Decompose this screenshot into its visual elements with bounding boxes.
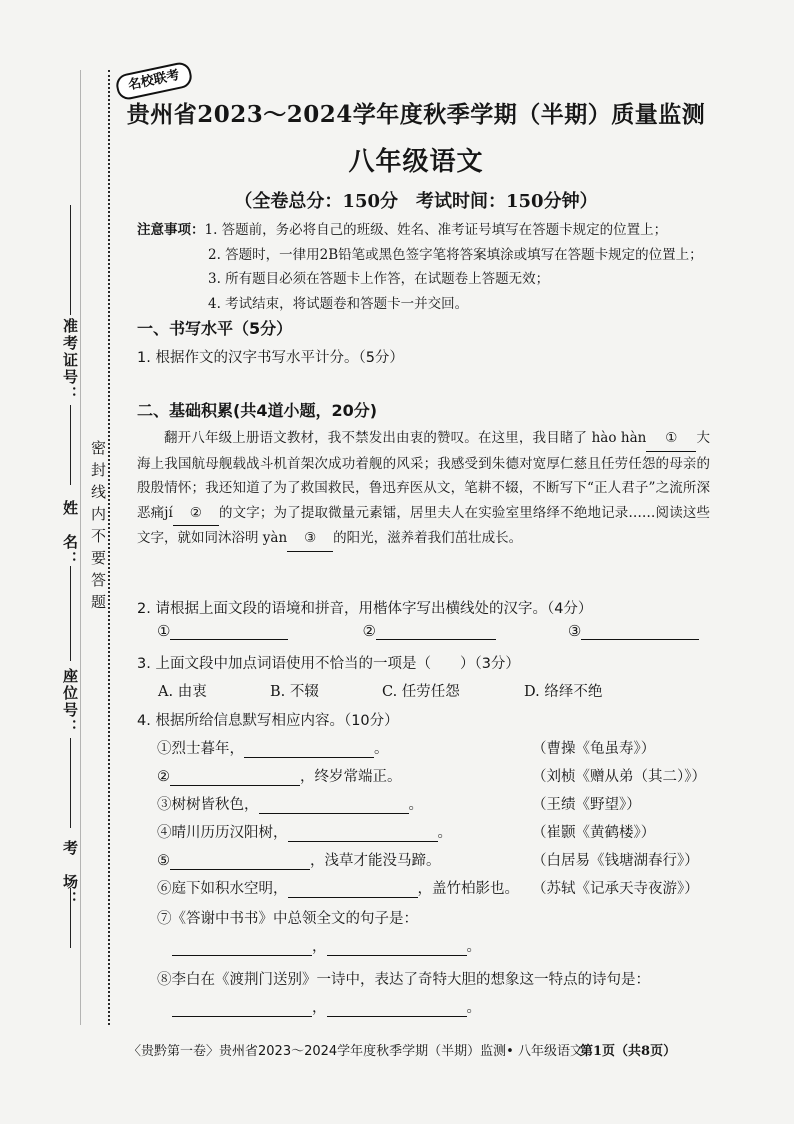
poem-source: （曹操《龟虽寿》） <box>532 741 656 757</box>
blank-3: ③ <box>287 526 333 552</box>
poem-source: （崔颢《黄鹤楼》） <box>532 825 656 841</box>
q3-option-a[interactable]: A. 由衷 <box>158 684 207 700</box>
question-4-8: ⑧李白在《渡荆门送别》一诗中，表达了奇特大胆的想象这一特点的诗句是： <box>157 972 650 988</box>
question-2: 2. 请根据上面文段的语境和拼音，用楷体字写出横线处的汉字。（4分） <box>137 601 593 617</box>
question-4: 4. 根据所给信息默写相应内容。（10分） <box>137 713 399 729</box>
q2-mark: ③ <box>567 622 582 640</box>
exam-id-line <box>70 205 71 315</box>
name-label: 姓 名： <box>61 500 79 568</box>
exam-subject: 八年级语文 <box>348 147 484 177</box>
poem-source: （白居易《钱塘湖春行》） <box>532 853 699 869</box>
poem-line-1: ①烈士暮年， 。 <box>157 741 389 757</box>
poem-source: （苏轼《记承天寺夜游》） <box>532 881 699 897</box>
note-item: 1. 答题前，务必将自己的班级、姓名、准考证号填写在答题卡规定的位置上； <box>204 222 668 238</box>
score-info: （全卷总分：150分 考试时间：150分钟） <box>234 191 598 212</box>
footer-text: 〈贵黔第一卷〉贵州省2023～2024学年度秋季学期（半期）监测• 八年级语文 <box>128 1044 583 1059</box>
poem-line-4: ④晴川历历汉阳树， 。 <box>157 825 452 841</box>
poem-answer-line[interactable] <box>288 825 438 842</box>
seat-line <box>70 738 71 828</box>
q2-mark: ② <box>362 622 376 640</box>
poem-line-3: ③树树皆秋色， 。 <box>157 797 423 813</box>
poem-line-5: ⑤ ，浅草才能没马蹄。 <box>157 853 441 869</box>
seat-label: 座位号： <box>61 668 79 736</box>
section-2-heading: 二、基础积累(共4道小题，20分) <box>137 401 378 420</box>
q2-answer-line-3[interactable] <box>581 623 699 640</box>
note-item: 2. 答题时，一律用2B铅笔或黑色签字笔将答案填涂或填写在答题卡规定的位置上； <box>208 246 703 263</box>
passage-text: 大海上我国航母舰载战斗机首架次成功着舰的风采；我感受到朱德对宽厚仁慈且任劳任怨的母亲的殷殷情怀；我还知道了为了救国救民，鲁迅弃医从文，笔耕不辍，不断写下“正人君子”之流所深恶痛jí <box>137 430 711 521</box>
room-label: 考 场： <box>61 840 79 908</box>
exam-id-line-2 <box>70 405 71 485</box>
q3-option-b[interactable]: B. 不辍 <box>270 684 319 700</box>
blank-2: ② <box>173 501 219 527</box>
poem-answer-line[interactable] <box>170 769 300 786</box>
q3-options <box>158 680 602 701</box>
q4-7-answer-row: ， 。 <box>172 935 481 956</box>
poem-line-2: ② ，终岁常端正。 <box>157 769 402 785</box>
poem-answer-line[interactable] <box>327 939 467 956</box>
q2-answer-line-1[interactable] <box>170 623 288 640</box>
poem-answer-line[interactable] <box>259 797 409 814</box>
q4-8-answer-row: ， 。 <box>172 996 481 1017</box>
room-line <box>70 888 71 948</box>
section-1-heading: 一、书写水平（5分） <box>137 319 293 338</box>
question-3: 3. 上面文段中加点词语使用不恰当的一项是（ ）（3分） <box>137 656 520 672</box>
notes <box>137 218 703 316</box>
passage-text: 的阳光，滋养着我们茁壮成长。 <box>333 530 523 546</box>
question-1: 1. 根据作文的汉字书写水平计分。（5分） <box>137 350 404 366</box>
poem-answer-line[interactable] <box>172 1000 312 1017</box>
joint-exam-badge: 名校联考 <box>114 60 194 101</box>
poem-answer-line[interactable] <box>288 881 418 898</box>
q2-answer-line-2[interactable] <box>376 623 496 640</box>
exam-title: 贵州省2023～2024学年度秋季学期（半期）质量监测 <box>126 101 706 128</box>
passage-text: 翻开八年级上册语文教材，我不禁发出由衷的赞叹。在这里，我目睹了 hào hàn <box>164 430 647 446</box>
poem-answer-line[interactable] <box>170 853 310 870</box>
q2-mark: ① <box>157 622 171 640</box>
reading-passage <box>137 426 710 552</box>
exam-id-label: 准考证号： <box>61 318 79 403</box>
note-item: 4. 考试结束，将试题卷和答题卡一并交回。 <box>208 295 469 312</box>
poem-source: （王绩《野望》） <box>532 797 641 813</box>
poem-answer-line[interactable] <box>172 939 312 956</box>
poem-answer-line[interactable] <box>244 741 374 758</box>
q3-option-d[interactable]: D. 络绎不绝 <box>524 684 603 700</box>
poem-answer-line[interactable] <box>327 1000 467 1017</box>
note-item: 3. 所有题目必须在答题卡上作答，在试题卷上答题无效； <box>208 271 550 287</box>
poem-line-6: ⑥庭下如积水空明， ，盖竹柏影也。 <box>157 881 519 897</box>
blank-1: ① <box>646 426 696 452</box>
passage-text: 的文字；为了提取微量元素镭，居里夫人在实验室里络绎不绝地记录……阅读这些文字，就如同沐浴明 yàn <box>137 504 710 546</box>
page-number: 第1页（共8页） <box>580 1044 677 1059</box>
q2-answer-row <box>157 622 699 640</box>
seal-notice: 密封线内不要答题 <box>89 440 107 616</box>
q3-option-c[interactable]: C. 任劳任怨 <box>382 684 460 700</box>
notes-label: 注意事项： <box>137 222 205 238</box>
question-4-7: ⑦《答谢中书书》中总领全文的句子是： <box>157 911 418 927</box>
name-line <box>70 566 71 661</box>
poem-source: （刘桢《赠从弟（其二）》） <box>532 769 706 785</box>
